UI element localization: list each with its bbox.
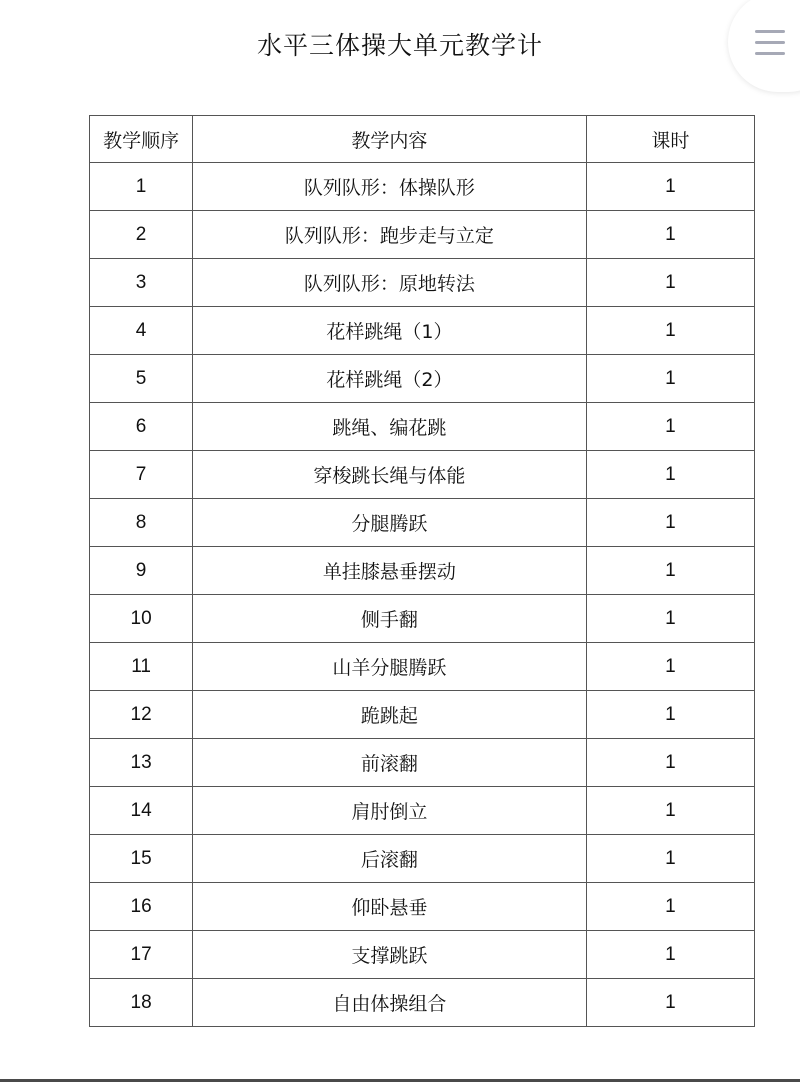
cell-order: 13 [90,739,193,787]
cell-content: 自由体操组合 [193,979,587,1027]
table-row [90,403,755,451]
cell-content: 跳绳、编花跳 [193,403,587,451]
cell-content: 队列队形：原地转法 [193,259,587,307]
table-row [90,643,755,691]
cell-hours: 1 [586,979,754,1027]
column-header-content: 教学内容 [193,116,587,163]
table-header-row [90,116,755,163]
column-header-order: 教学顺序 [90,116,193,163]
table-row [90,499,755,547]
cell-order: 14 [90,787,193,835]
cell-hours: 1 [586,835,754,883]
cell-hours: 1 [586,883,754,931]
cell-hours: 1 [586,451,754,499]
cell-order: 8 [90,499,193,547]
cell-hours: 1 [586,163,754,211]
table-row [90,691,755,739]
cell-content: 支撑跳跃 [193,931,587,979]
cell-order: 6 [90,403,193,451]
table-row [90,259,755,307]
cell-order: 10 [90,595,193,643]
cell-hours: 1 [586,403,754,451]
cell-content: 山羊分腿腾跃 [193,643,587,691]
cell-order: 17 [90,931,193,979]
cell-content: 跪跳起 [193,691,587,739]
cell-hours: 1 [586,643,754,691]
cell-order: 2 [90,211,193,259]
cell-order: 4 [90,307,193,355]
table-row [90,451,755,499]
cell-hours: 1 [586,595,754,643]
cell-hours: 1 [586,211,754,259]
cell-hours: 1 [586,547,754,595]
cell-hours: 1 [586,787,754,835]
table-row [90,595,755,643]
cell-content: 队列队形：跑步走与立定 [193,211,587,259]
cell-hours: 1 [586,259,754,307]
table-row [90,355,755,403]
table-row [90,547,755,595]
table-row [90,835,755,883]
cell-order: 12 [90,691,193,739]
cell-order: 7 [90,451,193,499]
cell-content: 分腿腾跃 [193,499,587,547]
cell-hours: 1 [586,307,754,355]
cell-content: 后滚翻 [193,835,587,883]
menu-button[interactable] [728,0,800,92]
table-row [90,307,755,355]
cell-content: 花样跳绳（2） [193,355,587,403]
cell-content: 花样跳绳（1） [193,307,587,355]
menu-icon-line [755,41,785,44]
menu-icon-line [755,52,785,55]
table-row [90,787,755,835]
cell-order: 11 [90,643,193,691]
cell-hours: 1 [586,739,754,787]
cell-order: 15 [90,835,193,883]
column-header-hours: 课时 [586,116,754,163]
cell-order: 16 [90,883,193,931]
cell-content: 单挂膝悬垂摆动 [193,547,587,595]
cell-order: 3 [90,259,193,307]
cell-order: 18 [90,979,193,1027]
table-row [90,883,755,931]
page-title: 水平三体操大单元教学计 [256,31,543,60]
cell-hours: 1 [586,691,754,739]
cell-hours: 1 [586,499,754,547]
cell-content: 侧手翻 [193,595,587,643]
menu-icon-line [755,30,785,33]
table-row [90,739,755,787]
cell-content: 队列队形：体操队形 [193,163,587,211]
cell-content: 前滚翻 [193,739,587,787]
cell-order: 1 [90,163,193,211]
cell-content: 仰卧悬垂 [193,883,587,931]
table-row [90,211,755,259]
table-row [90,931,755,979]
cell-content: 肩肘倒立 [193,787,587,835]
teaching-plan-table [89,115,755,1027]
cell-order: 5 [90,355,193,403]
cell-hours: 1 [586,931,754,979]
cell-hours: 1 [586,355,754,403]
cell-order: 9 [90,547,193,595]
table-row [90,163,755,211]
hamburger-menu-icon [755,30,785,56]
cell-content: 穿梭跳长绳与体能 [193,451,587,499]
table-row [90,979,755,1027]
